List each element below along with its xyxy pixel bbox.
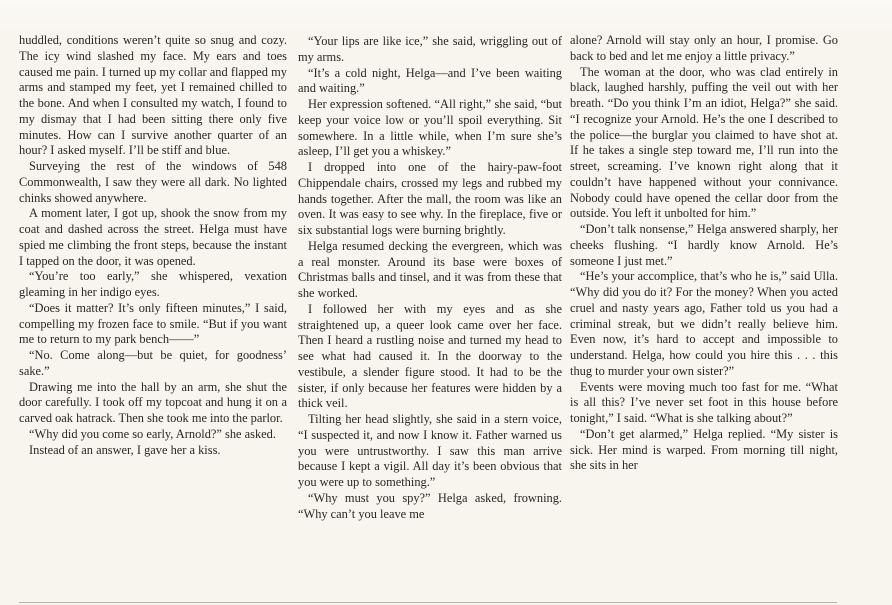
paragraph: Instead of an answer, I gave her a kiss. [29,442,221,457]
paragraph: Surveying the rest of the windows of 548 Commonwealth, I saw they were all dark. No lighted chinks showed anywhere. [19,159,287,205]
paragraph: Tilting her head slightly, she said in a stern voice, “I suspected it, and now I know it. Father warned us you were untrustworthy. I saw this man arrive because I kept a vigil. All day it’s been obvious that you were up to something.” [298,412,562,489]
paragraph: “No. Come along—but be quiet, for goodness’ sake.” [19,348,287,378]
paragraph: “It’s a cold night, Helga—and I’ve been waiting and waiting.” [298,65,562,96]
paragraph: alone? Arnold will stay only an hour, I promise. Go back to bed and let me enjoy a little privacy.” [570,33,838,63]
paragraph: I dropped into one of the hairy-paw-foot Chippendale chairs, crossed my legs and rubbed my hands together. After the mall, the room was like an oven. It was easy to see why. In the fireplace, five or six substantial logs were burning brightly. [298,160,562,237]
page-bottom-rule [19,602,837,603]
paragraph: “Don’t talk nonsense,” Helga answered sharply, her cheeks flushing. “I hardly know Arnold. He’s someone I just met.” [570,222,838,268]
paragraph: “Does it matter? It’s only fifteen minutes,” I said, compelling my frozen face to smile. “But if you want me to return to my park bench——” [19,300,287,347]
paragraph: Helga resumed decking the evergreen, which was a real monster. Around its base were boxes of Christmas balls and tinsel, and it was from these that she worked. [298,238,562,300]
paragraph: I followed her with my eyes and as she straightened up, a queer look came over her face. Then I heard a rustling noise and turned my head to see what had caused it. In the doorway to the vestibule, a slender figure stood. It had to be the sister, if only because her features were hidden by a thick veil. [298,301,562,411]
text-column-2 [298,0,562,605]
paragraph: Her expression softened. “All right,” she said, “but keep your voice low or you’ll spoil everything. Sit somewhere. In a little while, when I’m sure she’s asleep, I’ll get you a whiskey.” [298,97,562,159]
paragraph: “Why did you come so early, Arnold?” she asked. [29,426,276,441]
paragraph: “He’s your accomplice, that’s who he is,” said Ulla. “Why did you do it? For the money? When you acted cruel and nasty years ago, Father told us you had a criminal streak, but we didn’t really believe him. Even now, it’s hard to accept and impossible to understand. Helga, how could you hire this . . . this thug to murder your own sister?” [570,269,838,378]
text-column-3 [570,0,838,605]
paragraph: Drawing me into the hall by an arm, she shut the door carefully. I took off my topcoat and hung it on a carved oak hatrack. Then she took me into the parlor. [19,379,287,425]
paragraph: “Your lips are like ice,” she said, wriggling out of my arms. [298,34,562,64]
paragraph: huddled, conditions weren’t quite so snug and cozy. The icy wind slashed my face. My ears and toes caused me pain. I turned up my collar and flapped my arms and stamped my feet, yet I remained chilled to the bone. And when I consulted my watch, I found to my dismay that I had been sitting there only five minutes. How can I survive another quarter of an hour? I asked myself. I’ll be stiff and blue. [19,33,287,158]
paragraph: “Don’t get alarmed,” Helga replied. “My sister is sick. Her mind is warped. From morning till night, she sits in her [570,426,838,473]
paragraph: A moment later, I got up, shook the snow from my coat and dashed across the street. Helga must have spied me climbing the front steps, because the instant I tapped on the door, it was opened. [19,206,287,268]
paragraph: “Why must you spy?” Helga asked, frowning. “Why can’t you leave me [298,490,562,521]
paragraph: “You’re too early,” she whispered, vexation gleaming in her indigo eyes. [19,269,287,299]
paragraph: The woman at the door, who was clad entirely in black, laughed harshly, puffing the veil out with her breath. “Do you think I’m an idiot, Helga?” she said. “I recognize your Arnold. He’s the one I described to the police—the burglar you claimed to have shot at. If he takes a single step toward me, I’ll run into the street, screaming. I’ve known right along that it couldn’t have happened without your connivance. Nobody could have opened the cellar door from the outside. You left it unbolted for him.” [570,64,838,221]
paragraph: Events were moving much too fast for me. “What is all this? I’ve never set foot in this house before tonight,” I said. “What is she talking about?” [570,379,838,425]
text-column-1 [19,0,287,605]
